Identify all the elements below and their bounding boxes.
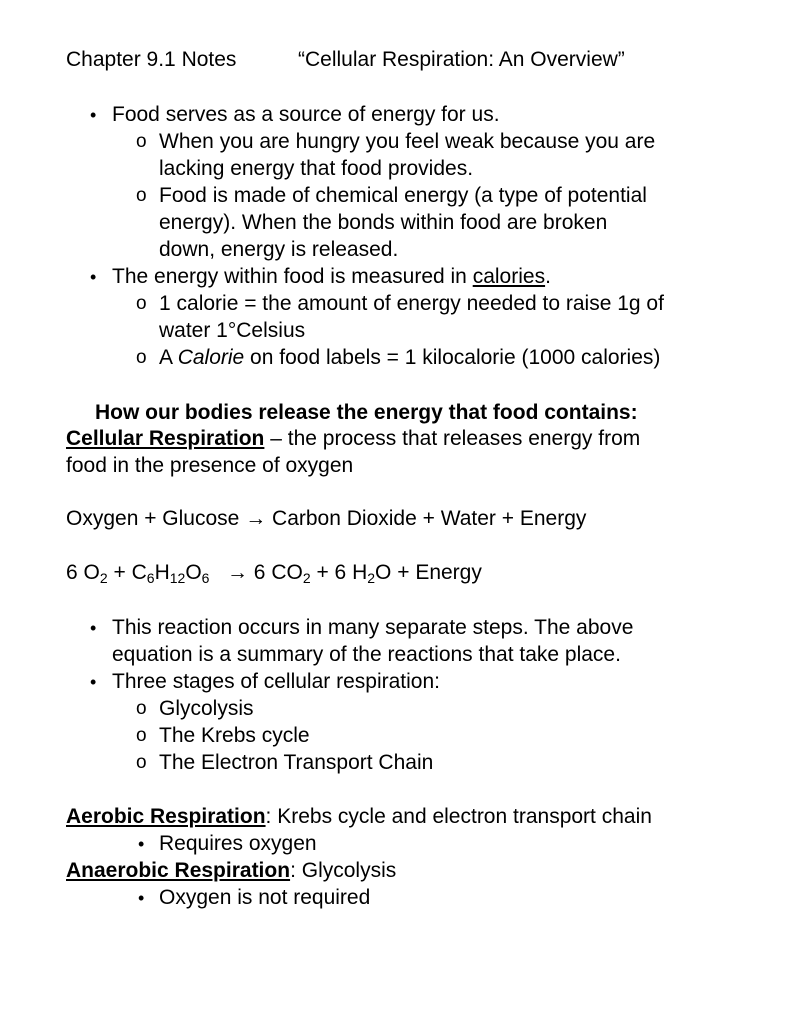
- bullet-marker: •: [90, 105, 97, 125]
- definition-term: Cellular Respiration: [66, 427, 265, 450]
- equation-part: + 6 H: [310, 561, 368, 584]
- chemical-equation: [66, 560, 482, 586]
- sub-bullet-text: [159, 345, 660, 371]
- anaerobic-desc: : Glycolysis: [290, 859, 397, 882]
- equation-part: [209, 561, 227, 584]
- aerobic-term: Aerobic Respiration: [66, 805, 266, 828]
- definition-line: [66, 426, 640, 452]
- equation-part: 6 CO: [247, 561, 303, 584]
- equation-part: Carbon Dioxide + Water + Energy: [266, 507, 587, 530]
- subscript: 6: [146, 570, 155, 586]
- sub-bullet-marker: o: [136, 185, 147, 206]
- sub-bullet-text: 1 calorie = the amount of energy needed to raise 1g of: [159, 292, 664, 315]
- sub-bullet-marker: o: [136, 131, 147, 152]
- sub-bullet-marker: o: [136, 293, 147, 314]
- sub-bullet-text: water 1°Celsius: [159, 319, 306, 342]
- calorie-term: Calorie: [177, 346, 245, 369]
- section-heading: How our bodies release the energy that food contains:: [95, 401, 638, 424]
- bullet-marker: •: [90, 672, 97, 692]
- equation-part: O + Energy: [375, 561, 482, 584]
- bullet-marker: •: [138, 834, 145, 854]
- bullet-text: Food serves as a source of energy for us.: [112, 103, 500, 126]
- bullet-text-part: The energy within food is measured in: [112, 265, 473, 288]
- bullet-marker: •: [138, 888, 145, 908]
- document-title: “Cellular Respiration: An Overview”: [298, 48, 625, 71]
- equation-part: + C: [107, 561, 147, 584]
- stage-item: Glycolysis: [159, 697, 254, 720]
- anaerobic-note: Oxygen is not required: [159, 886, 371, 909]
- sub-bullet-marker: o: [136, 347, 147, 368]
- equation-part: H: [154, 561, 170, 584]
- word-equation: [66, 506, 586, 532]
- aerobic-line: [66, 804, 652, 830]
- stage-item: The Electron Transport Chain: [159, 751, 434, 774]
- subscript: 2: [302, 570, 311, 586]
- bullet-text-part: .: [545, 265, 551, 288]
- bullet-text: equation is a summary of the reactions that take place.: [112, 643, 621, 666]
- equation-part: O: [185, 561, 202, 584]
- subscript: 12: [169, 570, 186, 586]
- sub-bullet-marker: o: [136, 752, 147, 773]
- bullet-marker: •: [90, 618, 97, 638]
- sub-bullet-text: energy). When the bonds within food are broken: [159, 211, 608, 234]
- definition-text: food in the presence of oxygen: [66, 454, 354, 477]
- sub-bullet-text: Food is made of chemical energy (a type of potential: [159, 184, 647, 207]
- sub-bullet-text: lacking energy that food provides.: [159, 157, 474, 180]
- bullet-marker: •: [90, 267, 97, 287]
- stage-item: The Krebs cycle: [159, 724, 310, 747]
- sub-bullet-text: When you are hungry you feel weak because you are: [159, 130, 656, 153]
- bullet-text: This reaction occurs in many separate steps. The above: [112, 616, 634, 639]
- anaerobic-line: [66, 858, 396, 884]
- chapter-label: Chapter 9.1 Notes: [66, 48, 237, 71]
- subscript: 6: [201, 570, 210, 586]
- aerobic-desc: : Krebs cycle and electron transport chain: [265, 805, 652, 828]
- bullet-text: Three stages of cellular respiration:: [112, 670, 440, 693]
- bullet-text: [112, 264, 551, 290]
- subscript: 2: [99, 570, 108, 586]
- aerobic-note: Requires oxygen: [159, 832, 317, 855]
- text-part: A: [159, 346, 178, 369]
- text-part: on food labels = 1 kilocalorie (1000 calories): [244, 346, 661, 369]
- definition-text: – the process that releases energy from: [264, 427, 641, 450]
- arrow-icon: →: [245, 507, 267, 530]
- subscript: 2: [367, 570, 376, 586]
- anaerobic-term: Anaerobic Respiration: [66, 859, 291, 882]
- equation-part: Oxygen + Glucose: [66, 507, 246, 530]
- sub-bullet-marker: o: [136, 698, 147, 719]
- sub-bullet-marker: o: [136, 725, 147, 746]
- calories-term: calories: [472, 265, 546, 288]
- equation-part: 6 O: [66, 561, 100, 584]
- sub-bullet-text: down, energy is released.: [159, 238, 399, 261]
- arrow-icon: →: [226, 561, 248, 584]
